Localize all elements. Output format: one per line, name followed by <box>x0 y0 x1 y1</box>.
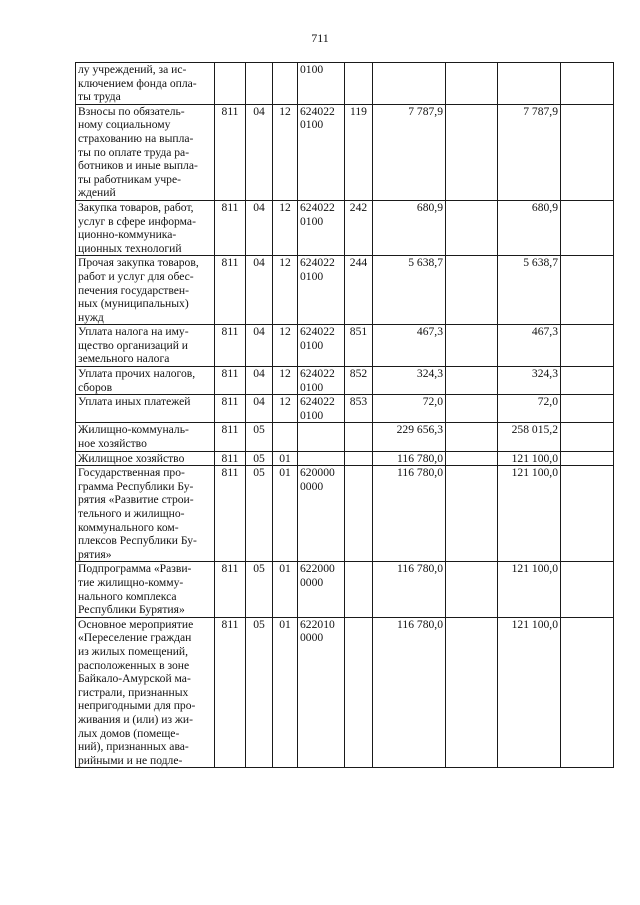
cell-amount-1 <box>373 63 446 105</box>
cell-ministry-code: 811 <box>215 617 246 768</box>
cell-amount-2 <box>446 423 498 451</box>
table-row <box>76 423 614 451</box>
cell-amount-2 <box>446 466 498 562</box>
cell-amount-3: 5 638,7 <box>498 256 561 325</box>
cell-ministry-code: 811 <box>215 104 246 200</box>
table-row <box>76 104 614 200</box>
page-number: 711 <box>311 31 329 45</box>
cell-amount-2 <box>446 367 498 395</box>
cell-expense-type: 851 <box>345 325 373 367</box>
cell-amount-3: 258 015,2 <box>498 423 561 451</box>
table-row <box>76 63 614 105</box>
cell-expense-type: 853 <box>345 395 373 423</box>
cell-amount-2 <box>446 617 498 768</box>
cell-amount-1: 467,3 <box>373 325 446 367</box>
cell-expense-type <box>345 562 373 617</box>
cell-section-code: 05 <box>246 423 273 451</box>
cell-section-code: 04 <box>246 325 273 367</box>
cell-target-code: 624022 0100 <box>298 367 345 395</box>
cell-ministry-code: 811 <box>215 256 246 325</box>
budget-table <box>75 62 614 768</box>
cell-ministry-code: 811 <box>215 367 246 395</box>
cell-name: Основное мероприятие «Переселение граждан из жилых помещений, расположенных в зоне Байкало-Амурской ма- гистрали, признанных непригодными для про- живания и (или) из жи- лых домов (помеще- ний), признанных ава- рийными и не подле- <box>76 617 215 768</box>
cell-amount-1: 5 638,7 <box>373 256 446 325</box>
cell-subsection-code: 12 <box>273 104 298 200</box>
cell-amount-2 <box>446 104 498 200</box>
cell-subsection-code: 01 <box>273 562 298 617</box>
cell-subsection-code: 01 <box>273 466 298 562</box>
cell-subsection-code: 12 <box>273 256 298 325</box>
cell-amount-3: 7 787,9 <box>498 104 561 200</box>
cell-name: Государственная про- грамма Республики Бу- рятия «Развитие строи- тельного и жилищно- коммунального ком- плексов Республики Бу- рятия» <box>76 466 215 562</box>
table-row <box>76 200 614 255</box>
cell-amount-4 <box>561 104 614 200</box>
cell-target-code <box>298 451 345 466</box>
table-row <box>76 367 614 395</box>
cell-amount-1: 229 656,3 <box>373 423 446 451</box>
cell-amount-3: 680,9 <box>498 200 561 255</box>
cell-expense-type <box>345 423 373 451</box>
cell-section-code: 04 <box>246 395 273 423</box>
cell-target-code: 624022 0100 <box>298 395 345 423</box>
cell-amount-4 <box>561 423 614 451</box>
cell-amount-2 <box>446 200 498 255</box>
cell-target-code: 0100 <box>298 63 345 105</box>
cell-target-code: 622010 0000 <box>298 617 345 768</box>
cell-subsection-code: 01 <box>273 617 298 768</box>
cell-name: Закупка товаров, работ, услуг в сфере информа- ционно-коммуника- ционных технологий <box>76 200 215 255</box>
cell-amount-4 <box>561 256 614 325</box>
cell-subsection-code: 12 <box>273 325 298 367</box>
cell-amount-2 <box>446 63 498 105</box>
table-row <box>76 325 614 367</box>
table-row <box>76 617 614 768</box>
cell-section-code: 05 <box>246 451 273 466</box>
cell-section-code: 04 <box>246 104 273 200</box>
cell-expense-type <box>345 451 373 466</box>
cell-amount-2 <box>446 395 498 423</box>
cell-name: лу учреждений, за ис- ключением фонда опла- ты труда <box>76 63 215 105</box>
cell-section-code: 05 <box>246 562 273 617</box>
cell-amount-1: 72,0 <box>373 395 446 423</box>
cell-expense-type <box>345 466 373 562</box>
cell-subsection-code: 12 <box>273 200 298 255</box>
cell-name: Взносы по обязатель- ному социальному страхованию на выпла- ты по оплате труда ра- ботников и иные выпла- ты работникам учре- ждений <box>76 104 215 200</box>
cell-subsection-code: 01 <box>273 451 298 466</box>
table-row <box>76 451 614 466</box>
cell-ministry-code: 811 <box>215 200 246 255</box>
cell-amount-4 <box>561 617 614 768</box>
cell-amount-3: 324,3 <box>498 367 561 395</box>
cell-amount-4 <box>561 395 614 423</box>
cell-amount-4 <box>561 451 614 466</box>
cell-subsection-code <box>273 423 298 451</box>
cell-section-code: 05 <box>246 466 273 562</box>
cell-amount-1: 116 780,0 <box>373 466 446 562</box>
cell-amount-3: 72,0 <box>498 395 561 423</box>
cell-ministry-code: 811 <box>215 562 246 617</box>
table-row <box>76 395 614 423</box>
table-body <box>76 63 614 768</box>
cell-amount-2 <box>446 451 498 466</box>
cell-target-code: 624022 0100 <box>298 256 345 325</box>
cell-amount-1: 7 787,9 <box>373 104 446 200</box>
cell-subsection-code: 12 <box>273 367 298 395</box>
cell-section-code: 04 <box>246 200 273 255</box>
cell-amount-4 <box>561 325 614 367</box>
cell-name: Уплата иных платежей <box>76 395 215 423</box>
cell-target-code: 624022 0100 <box>298 200 345 255</box>
cell-subsection-code: 12 <box>273 395 298 423</box>
cell-name: Подпрограмма «Разви- тие жилищно-комму- нального комплекса Республики Бурятия» <box>76 562 215 617</box>
cell-name: Жилищное хозяйство <box>76 451 215 466</box>
cell-expense-type <box>345 63 373 105</box>
cell-ministry-code: 811 <box>215 325 246 367</box>
cell-amount-3: 121 100,0 <box>498 562 561 617</box>
cell-amount-4 <box>561 63 614 105</box>
cell-target-code: 624022 0100 <box>298 325 345 367</box>
cell-name: Уплата прочих налогов, сборов <box>76 367 215 395</box>
cell-expense-type: 852 <box>345 367 373 395</box>
cell-amount-1: 116 780,0 <box>373 562 446 617</box>
table-row <box>76 466 614 562</box>
cell-name: Уплата налога на иму- щество организаций и земельного налога <box>76 325 215 367</box>
cell-amount-3: 121 100,0 <box>498 617 561 768</box>
cell-amount-1: 324,3 <box>373 367 446 395</box>
cell-subsection-code <box>273 63 298 105</box>
cell-amount-3: 121 100,0 <box>498 451 561 466</box>
cell-section-code <box>246 63 273 105</box>
cell-amount-3: 467,3 <box>498 325 561 367</box>
cell-ministry-code: 811 <box>215 451 246 466</box>
cell-ministry-code <box>215 63 246 105</box>
cell-amount-2 <box>446 562 498 617</box>
cell-amount-4 <box>561 466 614 562</box>
cell-section-code: 04 <box>246 367 273 395</box>
cell-amount-3 <box>498 63 561 105</box>
cell-amount-1: 116 780,0 <box>373 617 446 768</box>
cell-amount-1: 116 780,0 <box>373 451 446 466</box>
cell-name: Прочая закупка товаров, работ и услуг для обес- печения государствен- ных (муниципальных) нужд <box>76 256 215 325</box>
cell-amount-2 <box>446 325 498 367</box>
cell-name: Жилищно-коммуналь- ное хозяйство <box>76 423 215 451</box>
cell-amount-4 <box>561 562 614 617</box>
cell-amount-4 <box>561 200 614 255</box>
cell-amount-2 <box>446 256 498 325</box>
cell-expense-type <box>345 617 373 768</box>
cell-amount-3: 121 100,0 <box>498 466 561 562</box>
cell-section-code: 04 <box>246 256 273 325</box>
cell-expense-type: 244 <box>345 256 373 325</box>
cell-ministry-code: 811 <box>215 466 246 562</box>
cell-expense-type: 119 <box>345 104 373 200</box>
cell-target-code <box>298 423 345 451</box>
cell-target-code: 620000 0000 <box>298 466 345 562</box>
cell-expense-type: 242 <box>345 200 373 255</box>
cell-amount-1: 680,9 <box>373 200 446 255</box>
cell-amount-4 <box>561 367 614 395</box>
cell-target-code: 624022 0100 <box>298 104 345 200</box>
table-row <box>76 562 614 617</box>
table-row <box>76 256 614 325</box>
cell-section-code: 05 <box>246 617 273 768</box>
cell-target-code: 622000 0000 <box>298 562 345 617</box>
cell-ministry-code: 811 <box>215 423 246 451</box>
cell-ministry-code: 811 <box>215 395 246 423</box>
